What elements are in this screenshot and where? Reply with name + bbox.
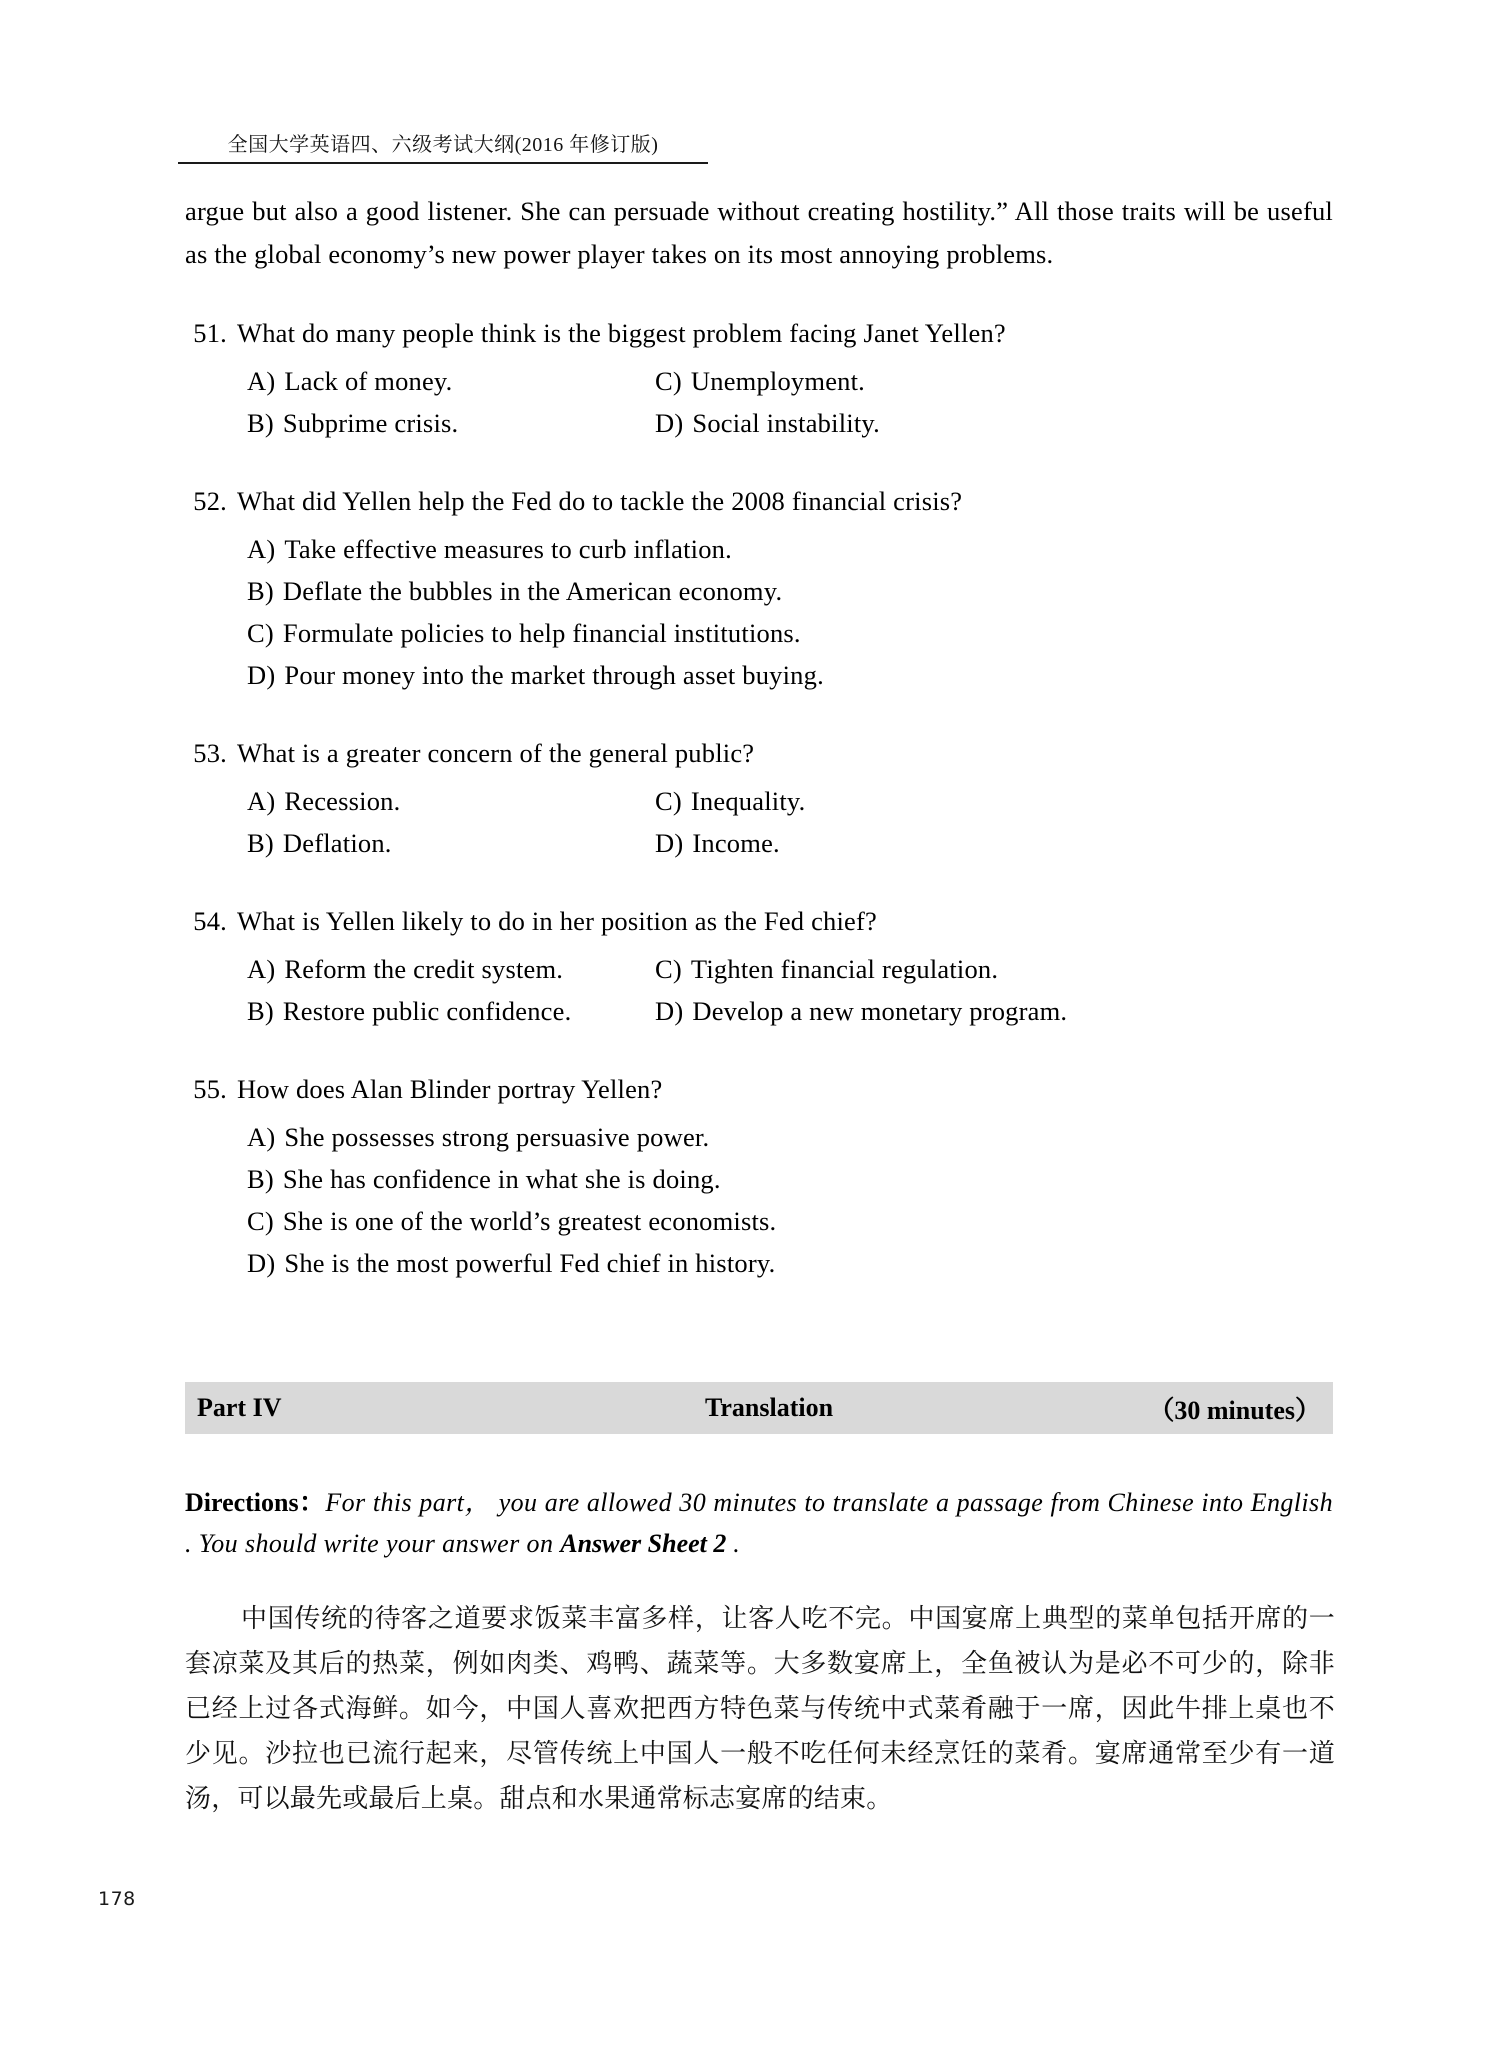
option-d[interactable] — [185, 654, 1333, 696]
question-stem — [185, 732, 1333, 774]
option-indent — [185, 1158, 247, 1200]
option-label: D) — [247, 1248, 276, 1278]
option-indent — [185, 1116, 247, 1158]
option-row — [185, 1242, 1333, 1284]
option-b[interactable] — [185, 402, 655, 444]
question-text: What is Yellen likely to do in her position as the Fed chief? — [237, 906, 877, 936]
part-section-bar — [185, 1382, 1333, 1434]
running-head-text: 全国大学英语四、六级考试大纲(2016 年修订版) — [227, 134, 659, 156]
option-indent — [185, 822, 247, 864]
option-d[interactable] — [655, 822, 780, 864]
question-number: 52. — [193, 486, 227, 516]
option-label: C) — [655, 366, 682, 396]
option-label: C) — [655, 954, 682, 984]
page-number: 178 — [98, 1888, 136, 1910]
option-label: D) — [655, 996, 684, 1026]
option-list — [185, 360, 1333, 444]
option-text: Take effective measures to curb inflation. — [284, 534, 732, 564]
option-row — [185, 528, 1333, 570]
option-a[interactable] — [185, 1116, 1333, 1158]
option-b[interactable] — [185, 1158, 1333, 1200]
question-51 — [185, 312, 1333, 444]
option-d[interactable] — [655, 990, 1067, 1032]
directions-body-tail: . — [726, 1529, 741, 1558]
option-indent — [185, 570, 247, 612]
option-text: Tighten financial regulation. — [690, 954, 999, 984]
option-row — [185, 360, 1333, 402]
translation-passage: 中国传统的待客之道要求饭菜丰富多样，让客人吃不完。中国宴席上典型的菜单包括开席的一套凉菜及其后的热菜，例如肉类、鸡鸭、蔬菜等。大多数宴席上，全鱼被认为是必不可少的，除非已经上过各式海鲜。如今，中国人喜欢把西方特色菜与传统中式菜肴融于一席，因此牛排上桌也不少见。沙拉也已流行起来，尽管传统上中国人一般不吃任何未经烹饪的菜肴。宴席通常至少有一道汤，可以最先或最后上桌。甜点和水果通常标志宴席的结束。 — [185, 1604, 1335, 1814]
option-row — [185, 612, 1333, 654]
option-label: A) — [247, 786, 276, 816]
option-label: A) — [247, 366, 276, 396]
option-text: Inequality. — [690, 786, 806, 816]
option-list — [185, 948, 1333, 1032]
option-row — [185, 822, 1333, 864]
option-row — [185, 570, 1333, 612]
option-row — [185, 402, 1333, 444]
option-text: She is one of the world’s greatest economists. — [282, 1206, 777, 1236]
option-c[interactable] — [185, 612, 1333, 654]
option-b[interactable] — [185, 570, 1333, 612]
option-label: B) — [247, 828, 274, 858]
option-list — [185, 528, 1333, 696]
part-title: Translation — [704, 1393, 834, 1422]
option-label: B) — [247, 996, 274, 1026]
option-label: D) — [247, 660, 276, 690]
option-indent — [185, 1242, 247, 1284]
option-text: Lack of money. — [284, 366, 453, 396]
option-text: Deflate the bubbles in the American economy. — [282, 576, 783, 606]
question-stem — [185, 312, 1333, 354]
question-text: What do many people think is the biggest problem facing Janet Yellen? — [237, 318, 1006, 348]
option-d[interactable] — [655, 402, 880, 444]
question-52 — [185, 480, 1333, 696]
option-indent — [185, 1200, 247, 1242]
part-time-allowance: （30 minutes） — [1148, 1395, 1321, 1425]
option-a[interactable] — [185, 780, 655, 822]
option-text: She has confidence in what she is doing. — [282, 1164, 721, 1194]
option-list — [185, 780, 1333, 864]
option-indent — [185, 948, 247, 990]
option-indent — [185, 780, 247, 822]
running-head — [178, 128, 708, 164]
option-indent — [185, 654, 247, 696]
option-label: B) — [247, 408, 274, 438]
option-text: Formulate policies to help financial institutions. — [282, 618, 801, 648]
option-text: Unemployment. — [690, 366, 865, 396]
option-b[interactable] — [185, 822, 655, 864]
option-indent — [185, 528, 247, 570]
question-number: 54. — [193, 906, 227, 936]
option-label: C) — [247, 1206, 274, 1236]
answer-sheet-reference: Answer Sheet 2 — [560, 1529, 727, 1558]
option-text: She possesses strong persuasive power. — [284, 1122, 710, 1152]
option-label: B) — [247, 1164, 274, 1194]
option-label: C) — [247, 618, 274, 648]
question-stem — [185, 480, 1333, 522]
option-text: Develop a new monetary program. — [692, 996, 1068, 1026]
option-row — [185, 780, 1333, 822]
part-label: Part IV — [197, 1393, 282, 1422]
option-indent — [185, 360, 247, 402]
directions-body: For this part， you are allowed 30 minutes to translate a passage from Chinese into English . You should write your answer on — [185, 1488, 1333, 1558]
question-number: 51. — [193, 318, 227, 348]
option-label: C) — [655, 786, 682, 816]
option-a[interactable] — [185, 360, 655, 402]
option-indent — [185, 612, 247, 654]
question-text: What did Yellen help the Fed do to tackle the 2008 financial crisis? — [237, 486, 963, 516]
option-row — [185, 990, 1333, 1032]
option-row — [185, 1116, 1333, 1158]
option-d[interactable] — [185, 1242, 1333, 1284]
question-55 — [185, 1068, 1333, 1284]
question-stem — [185, 1068, 1333, 1110]
question-54 — [185, 900, 1333, 1032]
option-c[interactable] — [655, 360, 865, 402]
option-c[interactable] — [655, 948, 998, 990]
option-indent — [185, 990, 247, 1032]
option-text: Reform the credit system. — [284, 954, 564, 984]
question-number: 55. — [193, 1074, 227, 1104]
option-c[interactable] — [185, 1200, 1333, 1242]
option-b[interactable] — [185, 990, 655, 1032]
option-list — [185, 1116, 1333, 1284]
option-row — [185, 654, 1333, 696]
option-row — [185, 948, 1333, 990]
question-text: What is a greater concern of the general public? — [237, 738, 755, 768]
question-number: 53. — [193, 738, 227, 768]
option-label: D) — [655, 828, 684, 858]
passage-continuation: argue but also a good listener. She can persuade without creating hostility.” All those traits will be useful as the global economy’s new power player takes on its most annoying problems. — [185, 196, 1333, 269]
option-row — [185, 1158, 1333, 1200]
directions-label: Directions： — [185, 1488, 326, 1517]
option-label: A) — [247, 1122, 276, 1152]
option-text: Deflation. — [282, 828, 392, 858]
option-label: B) — [247, 576, 274, 606]
option-text: Restore public confidence. — [282, 996, 572, 1026]
option-c[interactable] — [655, 780, 805, 822]
directions-block — [185, 1482, 1333, 1564]
option-text: Income. — [692, 828, 780, 858]
text-column — [185, 190, 1333, 1284]
option-row — [185, 1200, 1333, 1242]
option-indent — [185, 402, 247, 444]
option-text: Subprime crisis. — [282, 408, 459, 438]
option-text: Recession. — [284, 786, 401, 816]
question-text: How does Alan Blinder portray Yellen? — [237, 1074, 663, 1104]
question-53 — [185, 732, 1333, 864]
question-stem — [185, 900, 1333, 942]
option-text: Pour money into the market through asset buying. — [284, 660, 824, 690]
option-a[interactable] — [185, 948, 655, 990]
option-text: She is the most powerful Fed chief in history. — [284, 1248, 776, 1278]
option-label: D) — [655, 408, 684, 438]
option-text: Social instability. — [692, 408, 880, 438]
option-label: A) — [247, 534, 276, 564]
option-a[interactable] — [185, 528, 1333, 570]
option-label: A) — [247, 954, 276, 984]
